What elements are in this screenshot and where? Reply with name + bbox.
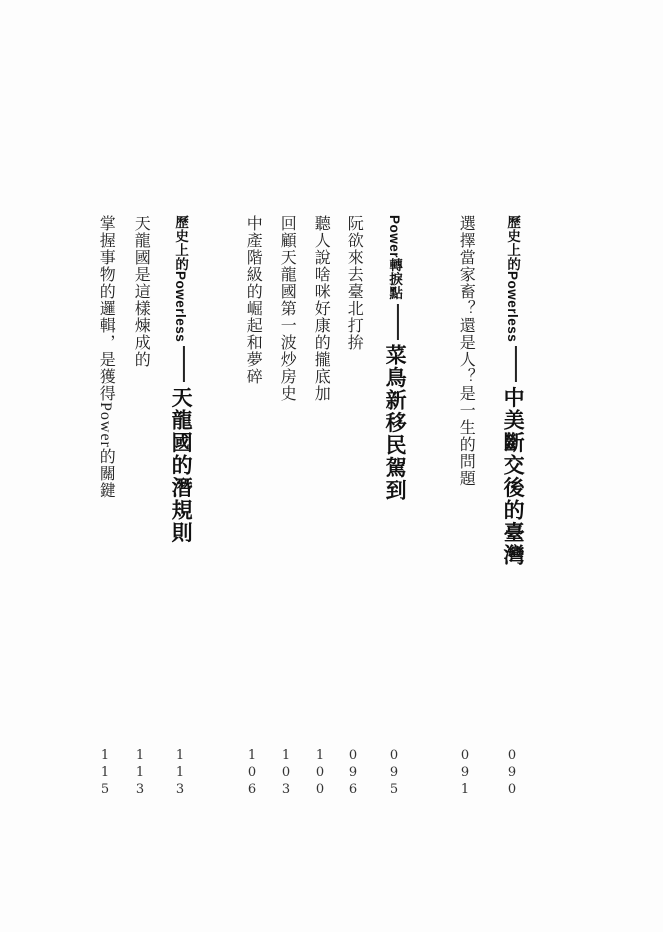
page-number: 096 — [345, 748, 361, 799]
page-number: 113 — [172, 748, 188, 799]
page-number: 113 — [132, 748, 148, 799]
page-number: 100 — [312, 748, 328, 799]
sub-entry-title: 中產階級的崛起和夢碎 — [244, 215, 262, 385]
toc-section-entry — [168, 215, 192, 544]
sub-entry-title: 回顧天龍國第一波炒房史 — [278, 215, 296, 402]
sub-entry-title: 聽人說啥咪好康的攏底加 — [312, 215, 330, 402]
em-dash-line — [397, 304, 399, 340]
page-number: 103 — [278, 748, 294, 799]
section-series-label: 歷史上的Powerless — [173, 215, 189, 343]
section-series-label: Power轉捩點 — [387, 215, 403, 301]
toc-section-entry — [500, 215, 524, 566]
section-title: 天龍國的潛規則 — [169, 386, 193, 544]
toc-sub-entry — [456, 215, 474, 487]
sub-entry-title: 掌握事物的邏輯，是獲得Power的關鍵 — [97, 215, 115, 499]
toc-sub-entry — [131, 215, 149, 368]
section-series-label: 歷史上的Powerless — [505, 215, 521, 343]
toc-sub-entry — [96, 215, 114, 499]
section-title: 中美斷交後的臺灣 — [501, 386, 525, 567]
section-title: 菜鳥新移民駕到 — [383, 344, 407, 502]
toc-section-entry — [382, 215, 406, 502]
sub-entry-title: 選擇當家畜？還是人？是一生的問題 — [457, 215, 475, 487]
toc-sub-entry — [344, 215, 362, 351]
toc-sub-entry — [277, 215, 295, 402]
sub-entry-title: 天龍國是這樣煉成的 — [132, 215, 150, 368]
page-number: 091 — [457, 748, 473, 799]
page-number: 090 — [504, 748, 520, 799]
page-number: 095 — [386, 748, 402, 799]
page-number: 115 — [97, 748, 113, 799]
page-number: 106 — [244, 748, 260, 799]
toc-sub-entry — [311, 215, 329, 402]
toc-sub-entry — [243, 215, 261, 385]
em-dash-line — [183, 346, 185, 382]
sub-entry-title: 阮欲來去臺北打拚 — [345, 215, 363, 351]
em-dash-line — [515, 346, 517, 382]
